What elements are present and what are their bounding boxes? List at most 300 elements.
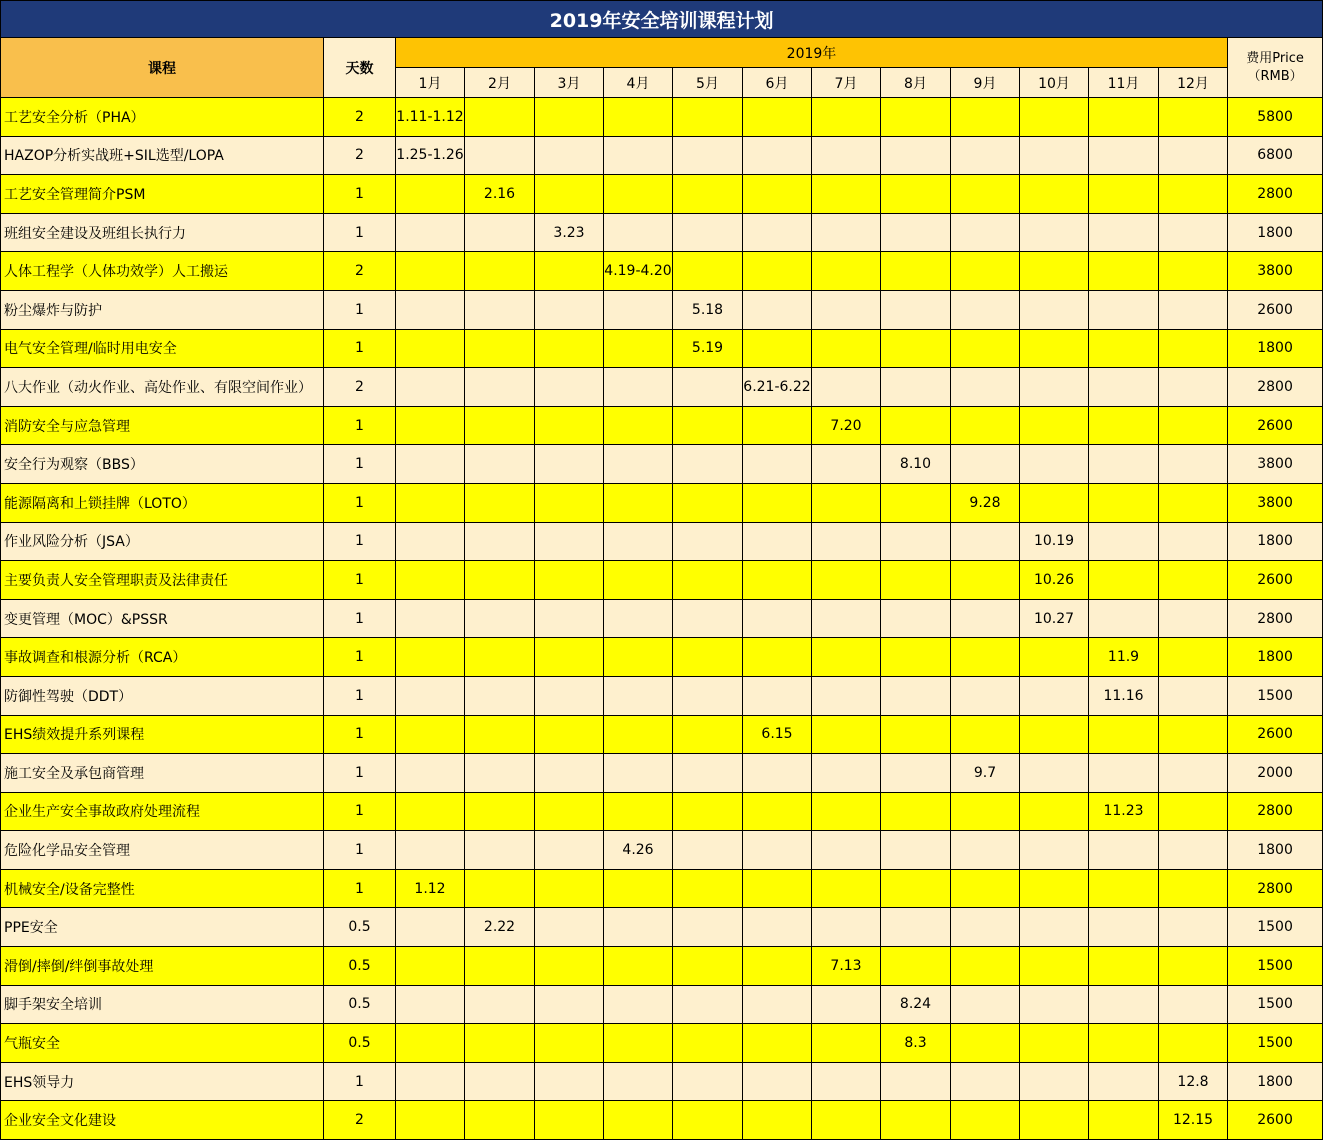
empty-month-cell	[743, 638, 812, 677]
month-header: 2月	[465, 68, 535, 98]
empty-month-cell	[1159, 136, 1228, 175]
empty-month-cell	[1020, 136, 1089, 175]
price-column-header	[1228, 38, 1323, 98]
schedule-date-cell: 10.26	[1020, 561, 1089, 600]
table-row	[1, 599, 1323, 638]
empty-month-cell	[812, 98, 881, 137]
empty-month-cell	[743, 1024, 812, 1063]
course-name-cell: 防御性驾驶（DDT）	[1, 676, 324, 715]
empty-month-cell	[881, 947, 951, 986]
empty-month-cell	[396, 908, 465, 947]
empty-month-cell	[465, 792, 535, 831]
empty-month-cell	[396, 792, 465, 831]
days-cell: 1	[324, 522, 396, 561]
empty-month-cell	[881, 638, 951, 677]
course-name-cell: 能源隔离和上锁挂牌（LOTO）	[1, 483, 324, 522]
table-row	[1, 831, 1323, 870]
empty-month-cell	[881, 136, 951, 175]
empty-month-cell	[465, 406, 535, 445]
empty-month-cell	[1159, 715, 1228, 754]
month-header: 11月	[1089, 68, 1159, 98]
empty-month-cell	[1159, 406, 1228, 445]
empty-month-cell	[881, 676, 951, 715]
empty-month-cell	[465, 1062, 535, 1101]
course-name-cell: 作业风险分析（JSA）	[1, 522, 324, 561]
empty-month-cell	[535, 869, 604, 908]
empty-month-cell	[673, 676, 743, 715]
empty-month-cell	[1020, 1101, 1089, 1140]
empty-month-cell	[673, 213, 743, 252]
empty-month-cell	[743, 1101, 812, 1140]
empty-month-cell	[604, 1062, 673, 1101]
course-name-cell: 变更管理（MOC）&PSSR	[1, 599, 324, 638]
empty-month-cell	[1089, 947, 1159, 986]
empty-month-cell	[881, 368, 951, 407]
empty-month-cell	[535, 908, 604, 947]
schedule-date-cell: 5.18	[673, 290, 743, 329]
empty-month-cell	[1020, 754, 1089, 793]
empty-month-cell	[951, 831, 1020, 870]
empty-month-cell	[951, 522, 1020, 561]
days-cell: 1	[324, 869, 396, 908]
empty-month-cell	[673, 638, 743, 677]
empty-month-cell	[1020, 175, 1089, 214]
days-cell: 1	[324, 676, 396, 715]
empty-month-cell	[812, 1024, 881, 1063]
empty-month-cell	[812, 1101, 881, 1140]
empty-month-cell	[743, 985, 812, 1024]
days-cell: 1	[324, 445, 396, 484]
table-row	[1, 754, 1323, 793]
empty-month-cell	[1089, 1024, 1159, 1063]
empty-month-cell	[1020, 98, 1089, 137]
schedule-date-cell: 7.13	[812, 947, 881, 986]
empty-month-cell	[396, 638, 465, 677]
empty-month-cell	[673, 561, 743, 600]
table-row	[1, 175, 1323, 214]
empty-month-cell	[604, 947, 673, 986]
empty-month-cell	[1159, 213, 1228, 252]
empty-month-cell	[1089, 1101, 1159, 1140]
empty-month-cell	[535, 1062, 604, 1101]
days-cell: 1	[324, 831, 396, 870]
price-cell: 6800	[1228, 136, 1323, 175]
price-cell: 2800	[1228, 869, 1323, 908]
empty-month-cell	[465, 98, 535, 137]
table-row	[1, 522, 1323, 561]
price-cell: 2600	[1228, 290, 1323, 329]
course-name-cell: 电气安全管理/临时用电安全	[1, 329, 324, 368]
empty-month-cell	[1020, 1062, 1089, 1101]
empty-month-cell	[604, 754, 673, 793]
empty-month-cell	[951, 869, 1020, 908]
year-header: 2019年	[396, 38, 1228, 68]
empty-month-cell	[396, 831, 465, 870]
empty-month-cell	[535, 947, 604, 986]
empty-month-cell	[1159, 252, 1228, 291]
price-cell: 2600	[1228, 561, 1323, 600]
empty-month-cell	[881, 252, 951, 291]
page-title: 2019年安全培训课程计划	[1, 1, 1323, 38]
empty-month-cell	[535, 290, 604, 329]
empty-month-cell	[743, 175, 812, 214]
schedule-date-cell: 11.16	[1089, 676, 1159, 715]
empty-month-cell	[396, 368, 465, 407]
empty-month-cell	[743, 908, 812, 947]
empty-month-cell	[535, 368, 604, 407]
empty-month-cell	[812, 445, 881, 484]
empty-month-cell	[812, 522, 881, 561]
table-row	[1, 561, 1323, 600]
empty-month-cell	[1089, 329, 1159, 368]
empty-month-cell	[465, 638, 535, 677]
empty-month-cell	[396, 676, 465, 715]
empty-month-cell	[812, 754, 881, 793]
empty-month-cell	[812, 175, 881, 214]
course-name-cell: 八大作业（动火作业、高处作业、有限空间作业）	[1, 368, 324, 407]
empty-month-cell	[465, 136, 535, 175]
empty-month-cell	[396, 947, 465, 986]
empty-month-cell	[673, 1062, 743, 1101]
course-name-cell: 工艺安全管理简介PSM	[1, 175, 324, 214]
price-cell: 2600	[1228, 406, 1323, 445]
empty-month-cell	[535, 754, 604, 793]
empty-month-cell	[1020, 406, 1089, 445]
empty-month-cell	[1020, 831, 1089, 870]
days-cell: 1	[324, 483, 396, 522]
days-cell: 1	[324, 329, 396, 368]
empty-month-cell	[1159, 676, 1228, 715]
schedule-date-cell: 9.28	[951, 483, 1020, 522]
empty-month-cell	[812, 985, 881, 1024]
empty-month-cell	[673, 445, 743, 484]
empty-month-cell	[951, 368, 1020, 407]
empty-month-cell	[812, 599, 881, 638]
empty-month-cell	[812, 1062, 881, 1101]
course-name-cell: 班组安全建设及班组长执行力	[1, 213, 324, 252]
schedule-date-cell: 12.8	[1159, 1062, 1228, 1101]
table-row	[1, 1062, 1323, 1101]
empty-month-cell	[396, 561, 465, 600]
days-column-header: 天数	[324, 38, 396, 98]
empty-month-cell	[951, 98, 1020, 137]
table-row	[1, 985, 1323, 1024]
empty-month-cell	[1020, 1024, 1089, 1063]
schedule-date-cell: 7.20	[812, 406, 881, 445]
empty-month-cell	[1159, 908, 1228, 947]
month-header: 7月	[812, 68, 881, 98]
empty-month-cell	[604, 136, 673, 175]
empty-month-cell	[604, 1101, 673, 1140]
empty-month-cell	[881, 599, 951, 638]
empty-month-cell	[1089, 908, 1159, 947]
table-row	[1, 98, 1323, 137]
empty-month-cell	[396, 445, 465, 484]
empty-month-cell	[743, 98, 812, 137]
empty-month-cell	[396, 329, 465, 368]
course-name-cell: EHS领导力	[1, 1062, 324, 1101]
empty-month-cell	[673, 792, 743, 831]
price-cell: 1800	[1228, 638, 1323, 677]
empty-month-cell	[1089, 715, 1159, 754]
empty-month-cell	[604, 522, 673, 561]
empty-month-cell	[673, 483, 743, 522]
empty-month-cell	[1020, 792, 1089, 831]
empty-month-cell	[604, 792, 673, 831]
course-name-cell: HAZOP分析实战班+SIL选型/LOPA	[1, 136, 324, 175]
course-column-header: 课程	[1, 38, 324, 98]
schedule-date-cell: 6.21-6.22	[743, 368, 812, 407]
days-cell: 1	[324, 213, 396, 252]
days-cell: 0.5	[324, 1024, 396, 1063]
empty-month-cell	[951, 445, 1020, 484]
empty-month-cell	[1089, 831, 1159, 870]
schedule-date-cell: 1.12	[396, 869, 465, 908]
schedule-date-cell: 11.9	[1089, 638, 1159, 677]
empty-month-cell	[1089, 869, 1159, 908]
empty-month-cell	[812, 483, 881, 522]
table-row	[1, 213, 1323, 252]
days-cell: 1	[324, 754, 396, 793]
empty-month-cell	[604, 715, 673, 754]
days-cell: 1	[324, 599, 396, 638]
empty-month-cell	[743, 869, 812, 908]
empty-month-cell	[673, 175, 743, 214]
table-row	[1, 947, 1323, 986]
empty-month-cell	[673, 715, 743, 754]
empty-month-cell	[604, 175, 673, 214]
empty-month-cell	[812, 908, 881, 947]
price-header-line2: （RMB）	[1247, 68, 1303, 84]
days-cell: 2	[324, 252, 396, 291]
empty-month-cell	[604, 483, 673, 522]
empty-month-cell	[881, 561, 951, 600]
empty-month-cell	[743, 522, 812, 561]
table-row	[1, 329, 1323, 368]
empty-month-cell	[1020, 329, 1089, 368]
empty-month-cell	[951, 561, 1020, 600]
price-cell: 1500	[1228, 908, 1323, 947]
days-cell: 1	[324, 792, 396, 831]
schedule-date-cell: 8.10	[881, 445, 951, 484]
price-cell: 2800	[1228, 792, 1323, 831]
empty-month-cell	[465, 1024, 535, 1063]
schedule-date-cell: 4.19-4.20	[604, 252, 673, 291]
empty-month-cell	[1159, 561, 1228, 600]
empty-month-cell	[743, 676, 812, 715]
empty-month-cell	[1159, 831, 1228, 870]
empty-month-cell	[1089, 522, 1159, 561]
empty-month-cell	[743, 406, 812, 445]
empty-month-cell	[1089, 136, 1159, 175]
empty-month-cell	[465, 561, 535, 600]
price-cell: 5800	[1228, 98, 1323, 137]
empty-month-cell	[535, 175, 604, 214]
empty-month-cell	[743, 831, 812, 870]
table-row	[1, 406, 1323, 445]
empty-month-cell	[743, 561, 812, 600]
empty-month-cell	[535, 831, 604, 870]
course-name-cell: EHS绩效提升系列课程	[1, 715, 324, 754]
empty-month-cell	[1089, 368, 1159, 407]
empty-month-cell	[396, 290, 465, 329]
empty-month-cell	[1089, 252, 1159, 291]
empty-month-cell	[1020, 908, 1089, 947]
days-cell: 1	[324, 290, 396, 329]
empty-month-cell	[951, 638, 1020, 677]
empty-month-cell	[1159, 329, 1228, 368]
empty-month-cell	[1020, 368, 1089, 407]
empty-month-cell	[1089, 754, 1159, 793]
empty-month-cell	[673, 1101, 743, 1140]
empty-month-cell	[881, 715, 951, 754]
empty-month-cell	[535, 406, 604, 445]
empty-month-cell	[604, 908, 673, 947]
empty-month-cell	[812, 715, 881, 754]
empty-month-cell	[673, 831, 743, 870]
empty-month-cell	[673, 252, 743, 291]
empty-month-cell	[881, 831, 951, 870]
empty-month-cell	[951, 1101, 1020, 1140]
course-name-cell: 企业安全文化建设	[1, 1101, 324, 1140]
empty-month-cell	[465, 290, 535, 329]
empty-month-cell	[951, 406, 1020, 445]
empty-month-cell	[951, 329, 1020, 368]
price-cell: 3800	[1228, 252, 1323, 291]
table-row	[1, 908, 1323, 947]
course-name-cell: 危险化学品安全管理	[1, 831, 324, 870]
empty-month-cell	[535, 1101, 604, 1140]
course-name-cell: 主要负责人安全管理职责及法律责任	[1, 561, 324, 600]
course-name-cell: 人体工程学（人体功效学）人工搬运	[1, 252, 324, 291]
price-cell: 1800	[1228, 831, 1323, 870]
empty-month-cell	[1089, 561, 1159, 600]
empty-month-cell	[465, 445, 535, 484]
empty-month-cell	[743, 947, 812, 986]
empty-month-cell	[951, 1062, 1020, 1101]
course-name-cell: 消防安全与应急管理	[1, 406, 324, 445]
table-row	[1, 869, 1323, 908]
course-name-cell: 粉尘爆炸与防护	[1, 290, 324, 329]
empty-month-cell	[812, 136, 881, 175]
empty-month-cell	[673, 869, 743, 908]
price-cell: 1500	[1228, 947, 1323, 986]
empty-month-cell	[535, 715, 604, 754]
empty-month-cell	[951, 213, 1020, 252]
course-name-cell: 机械安全/设备完整性	[1, 869, 324, 908]
table-row	[1, 715, 1323, 754]
empty-month-cell	[951, 290, 1020, 329]
empty-month-cell	[951, 908, 1020, 947]
empty-month-cell	[535, 329, 604, 368]
course-name-cell: 滑倒/摔倒/绊倒事故处理	[1, 947, 324, 986]
schedule-date-cell: 1.25-1.26	[396, 136, 465, 175]
empty-month-cell	[604, 985, 673, 1024]
schedule-date-cell: 1.11-1.12	[396, 98, 465, 137]
empty-month-cell	[396, 175, 465, 214]
empty-month-cell	[1089, 213, 1159, 252]
empty-month-cell	[743, 754, 812, 793]
month-header: 6月	[743, 68, 812, 98]
empty-month-cell	[1020, 985, 1089, 1024]
table-row	[1, 792, 1323, 831]
empty-month-cell	[465, 368, 535, 407]
empty-month-cell	[604, 290, 673, 329]
empty-month-cell	[396, 213, 465, 252]
empty-month-cell	[881, 1101, 951, 1140]
empty-month-cell	[881, 483, 951, 522]
empty-month-cell	[1020, 947, 1089, 986]
empty-month-cell	[604, 329, 673, 368]
empty-month-cell	[673, 985, 743, 1024]
empty-month-cell	[812, 290, 881, 329]
table-row	[1, 1024, 1323, 1063]
empty-month-cell	[1020, 252, 1089, 291]
empty-month-cell	[673, 98, 743, 137]
month-header: 8月	[881, 68, 951, 98]
empty-month-cell	[951, 252, 1020, 291]
empty-month-cell	[1159, 792, 1228, 831]
empty-month-cell	[465, 869, 535, 908]
empty-month-cell	[1089, 445, 1159, 484]
empty-month-cell	[1159, 445, 1228, 484]
empty-month-cell	[881, 754, 951, 793]
empty-month-cell	[743, 290, 812, 329]
course-name-cell: PPE安全	[1, 908, 324, 947]
empty-month-cell	[743, 1062, 812, 1101]
price-cell: 3800	[1228, 445, 1323, 484]
price-cell: 2600	[1228, 715, 1323, 754]
empty-month-cell	[812, 869, 881, 908]
empty-month-cell	[1020, 445, 1089, 484]
table-row	[1, 252, 1323, 291]
table-row	[1, 638, 1323, 677]
empty-month-cell	[743, 792, 812, 831]
schedule-date-cell: 8.24	[881, 985, 951, 1024]
schedule-date-cell: 12.15	[1159, 1101, 1228, 1140]
empty-month-cell	[465, 947, 535, 986]
empty-month-cell	[396, 1024, 465, 1063]
empty-month-cell	[951, 1024, 1020, 1063]
days-cell: 0.5	[324, 985, 396, 1024]
empty-month-cell	[535, 1024, 604, 1063]
empty-month-cell	[1159, 483, 1228, 522]
empty-month-cell	[1159, 175, 1228, 214]
empty-month-cell	[465, 985, 535, 1024]
price-cell: 2800	[1228, 175, 1323, 214]
price-cell: 1800	[1228, 213, 1323, 252]
empty-month-cell	[1159, 368, 1228, 407]
empty-month-cell	[951, 985, 1020, 1024]
empty-month-cell	[1020, 638, 1089, 677]
schedule-date-cell: 5.19	[673, 329, 743, 368]
schedule-date-cell: 4.26	[604, 831, 673, 870]
course-name-cell: 事故调查和根源分析（RCA）	[1, 638, 324, 677]
empty-month-cell	[465, 715, 535, 754]
days-cell: 2	[324, 368, 396, 407]
empty-month-cell	[396, 599, 465, 638]
empty-month-cell	[673, 522, 743, 561]
empty-month-cell	[465, 329, 535, 368]
empty-month-cell	[951, 792, 1020, 831]
course-name-cell: 脚手架安全培训	[1, 985, 324, 1024]
empty-month-cell	[673, 1024, 743, 1063]
empty-month-cell	[1159, 754, 1228, 793]
month-header: 9月	[951, 68, 1020, 98]
empty-month-cell	[1089, 290, 1159, 329]
empty-month-cell	[881, 406, 951, 445]
empty-month-cell	[604, 638, 673, 677]
